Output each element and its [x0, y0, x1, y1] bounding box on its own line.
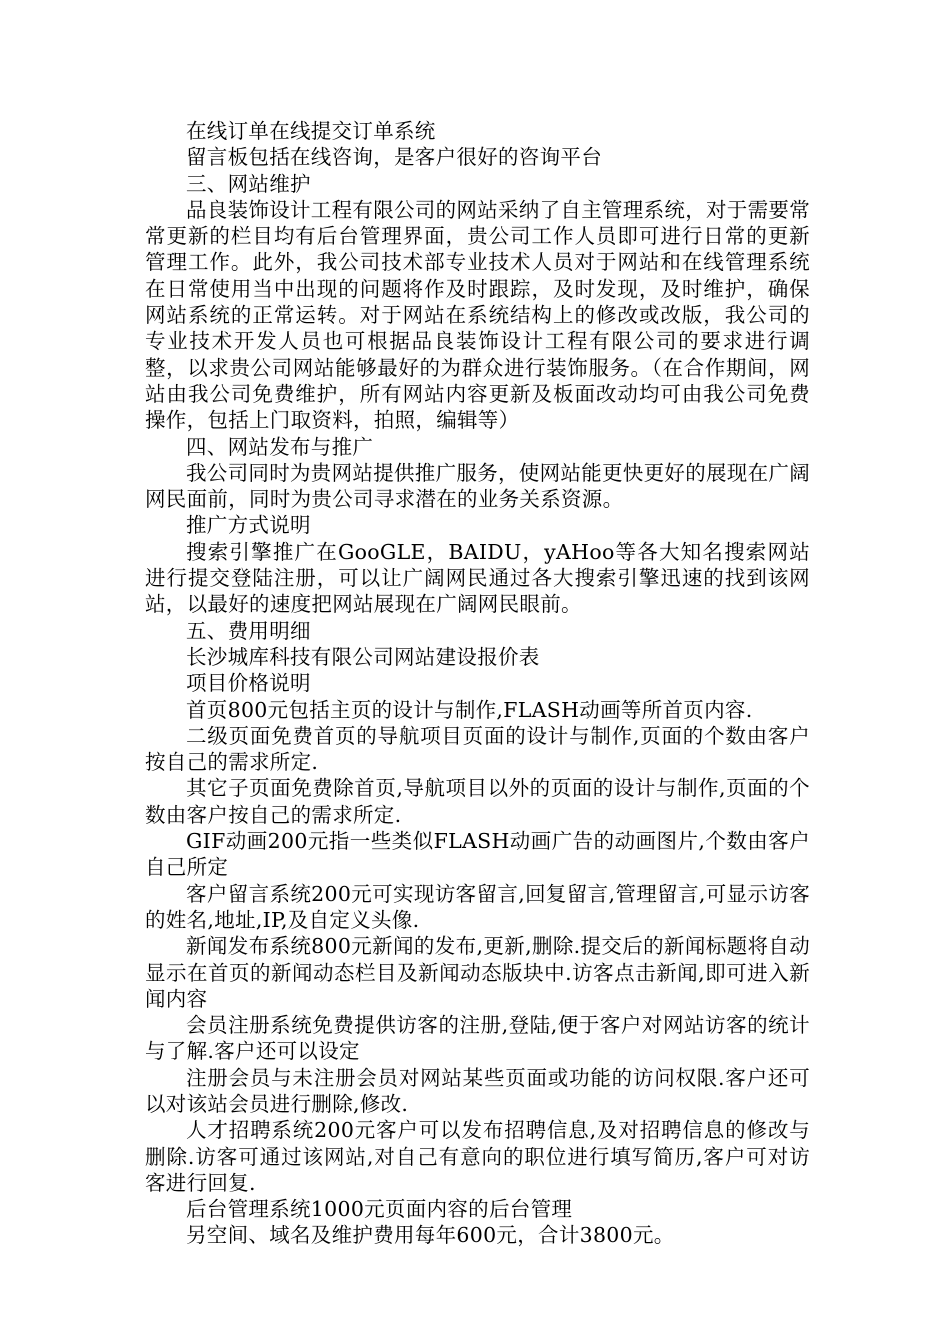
section-heading-maintenance: 三、网站维护	[186, 171, 311, 196]
item-secondary-pages: 二级页面免费首页的导航项目页面的设计与制作,页面的个数由客户按自己的需求所定.	[145, 723, 810, 775]
item-other-subpages: 其它子页面免费除首页,导航项目以外的页面的设计与制作,页面的个数由客户按自己的需求所定.	[145, 776, 810, 827]
paragraph-search-engine: 搜索引擎推广在GooGLE，BAIDU，yAHoo等各大知名搜索网站进行提交登陆注册，可以让广阔网民通过各大搜索引擎迅速的找到该网站，以最好的速度把网站展现在广阔网民眼前。	[145, 539, 810, 617]
paragraph-maintenance-body: 品良装饰设计工程有限公司的网站采纳了自主管理系统，对于需要常常更新的栏目均有后台管理界面，贵公司工作人员即可进行日常的更新管理工作。此外，我公司技术部专业技术人员对于网站和在线管理系统在日常使用当中出现的问题将作及时跟踪，及时发现，及时维护，确保网站系统的正常运转。对于网站在系统结构上的修改或改版，我公司的专业技术开发人员也可根据品良装饰设计工程有限公司的要求进行调整，以求贵公司网站能够最好的为群众进行装饰服务。（在合作期间，网站由我公司免费维护，所有网站内容更新及板面改动均可由我公司免费操作，包括上门取资料，拍照，编辑等）	[145, 197, 810, 433]
paragraph-promotion-service: 我公司同时为贵网站提供推广服务，使网站能更快更好的展现在广阔网民面前，同时为贵公司寻求潜在的业务关系资源。	[145, 460, 810, 512]
item-homepage: 首页800元包括主页的设计与制作,FLASH动画等所首页内容.	[186, 697, 753, 722]
item-news-system: 新闻发布系统800元新闻的发布,更新,删除.提交后的新闻标题将自动显示在首页的新闻动态栏目及新闻动态版块中.访客点击新闻,即可进入新闻内容	[145, 934, 810, 1011]
item-gif-animation: GIF动画200元指一些类似FLASH动画广告的动画图片,个数由客户自己所定	[145, 829, 810, 880]
quote-table-header: 项目价格说明	[186, 671, 311, 696]
item-guestbook-system: 客户留言系统200元可实现访客留言,回复留言,管理留言,可显示访客的姓名,地址,IP,及自定义头像.	[145, 881, 810, 932]
subheading-promotion-method: 推广方式说明	[186, 513, 311, 538]
section-heading-fees: 五、费用明细	[186, 618, 311, 643]
item-member-registration: 会员注册系统免费提供访客的注册,登陆,便于客户对网站访客的统计与了解.客户还可以设定	[145, 1013, 810, 1064]
document-page	[145, 118, 810, 1249]
paragraph-message-board: 留言板包括在线咨询，是客户很好的咨询平台	[186, 145, 602, 170]
paragraph-online-order: 在线订单在线提交订单系统	[186, 119, 436, 143]
section-heading-publishing: 四、网站发布与推广	[186, 434, 374, 459]
total-cost: 另空间、域名及维护费用每年600元，合计3800元。	[186, 1223, 675, 1248]
quote-table-title: 长沙城库科技有限公司网站建设报价表	[186, 644, 540, 669]
item-admin-system: 后台管理系统1000元页面内容的后台管理	[186, 1197, 573, 1222]
item-member-permissions: 注册会员与未注册会员对网站某些页面或功能的访问权限.客户还可以对该站会员进行删除,修改.	[145, 1065, 810, 1116]
item-recruitment-system: 人才招聘系统200元客户可以发布招聘信息,及对招聘信息的修改与删除.访客可通过该网站,对自己有意向的职位进行填写简历,客户可对访客进行回复.	[145, 1118, 810, 1195]
